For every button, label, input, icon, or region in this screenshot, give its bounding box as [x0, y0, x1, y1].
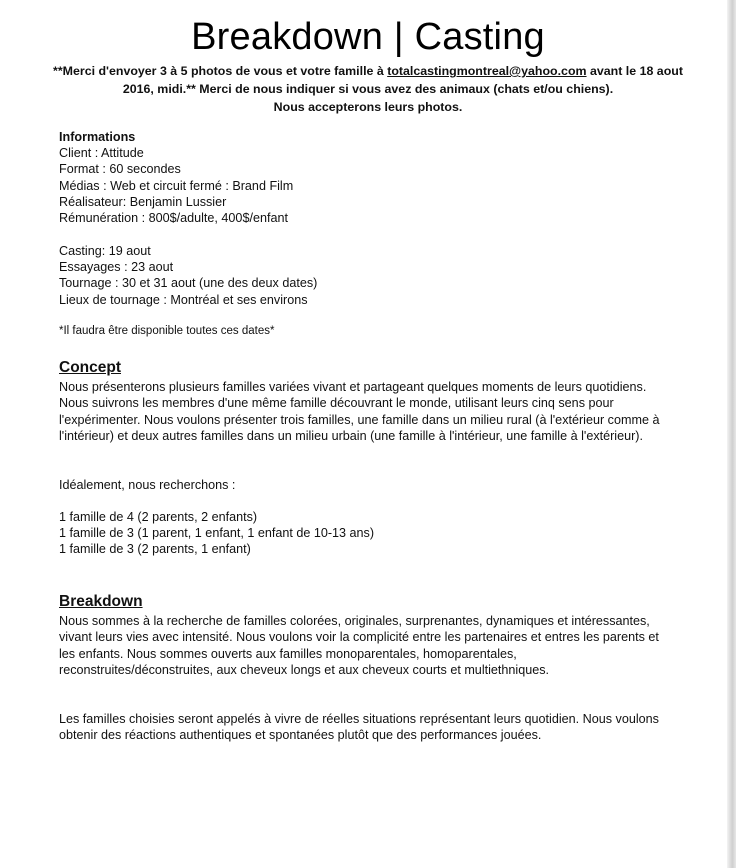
info-line-medias: Médias : Web et circuit fermé : Brand Film	[59, 178, 294, 193]
family-item: 1 famille de 4 (2 parents, 2 enfants)	[59, 510, 258, 524]
intro-instructions	[40, 62, 696, 116]
date-line-casting: Casting: 19 aout	[59, 244, 151, 258]
info-line-realisateur: Réalisateur: Benjamin Lussier	[59, 194, 227, 209]
date-line-essayages: Essayages : 23 aout	[59, 260, 174, 275]
intro-text-line3: Nous accepterons leurs photos.	[273, 100, 463, 114]
page-edge-shadow	[727, 0, 736, 868]
intro-text-part1: **Merci d'envoyer 3 à 5 photos de vous et votre famille à	[53, 64, 388, 78]
concept-paragraph: Nous présenterons plusieurs familles variées vivant et partageant quelques moments de leurs quotidiens. Nous suivrons les membres d'une même famille découvrant le monde, utilisant leurs cinq sens pour l'expérimenter. Nous voulons présenter trois familles, une famille dans un milieu rural (à l'extérieur comme à l'intérieur) et deux autres familles dans un milieu urbain (une famille à l'intérieur, une famille à l'extérieur).	[59, 380, 660, 443]
breakdown-heading: Breakdown	[59, 593, 143, 610]
availability-note: *Il faudra être disponible toutes ces dates*	[59, 325, 275, 337]
dates-section	[59, 243, 317, 308]
concept-heading: Concept	[59, 359, 121, 376]
document-title: Breakdown | Casting	[191, 16, 545, 58]
families-list	[59, 509, 374, 558]
informations-heading: Informations	[59, 130, 136, 144]
date-line-tournage: Tournage : 30 et 31 aout (une des deux dates)	[59, 276, 318, 291]
info-line-format: Format : 60 secondes	[59, 162, 181, 177]
date-line-lieux: Lieux de tournage : Montréal et ses environs	[59, 292, 308, 307]
email-link[interactable]: totalcastingmontreal@yahoo.com	[387, 64, 587, 78]
info-line-remuneration: Rémunération : 800$/adulte, 400$/enfant	[59, 211, 288, 226]
concept-lead: Idéalement, nous recherchons :	[59, 478, 236, 492]
breakdown-paragraph-2: Les familles choisies seront appelés à vivre de réelles situations représentant leurs quotidien. Nous voulons obtenir des réactions authentiques et spontanées plutôt que des performances jouées.	[59, 712, 659, 743]
info-line-client: Client : Attitude	[59, 146, 144, 161]
intro-text-part2: avant le 18 aout 2016, midi.** Merci de nous indiquer si vous avez des animaux (chats et/ou chiens).	[122, 64, 683, 96]
breakdown-paragraph-1: Nous sommes à la recherche de familles colorées, originales, surprenantes, dynamiques et intéressantes, vivant leurs vies avec intensité. Nous voulons voir la complicité entre les partenaires et entres les parents et les enfants. Nous sommes ouverts aux familles monoparentales, homoparentales, reconstruites/déconstruites, aux cheveux longs et aux cheveux courts et multiethniques.	[59, 614, 659, 677]
family-item: 1 famille de 3 (2 parents, 1 enfant)	[59, 542, 251, 557]
informations-section	[59, 129, 293, 226]
family-item: 1 famille de 3 (1 parent, 1 enfant, 1 enfant de 10-13 ans)	[59, 526, 375, 541]
